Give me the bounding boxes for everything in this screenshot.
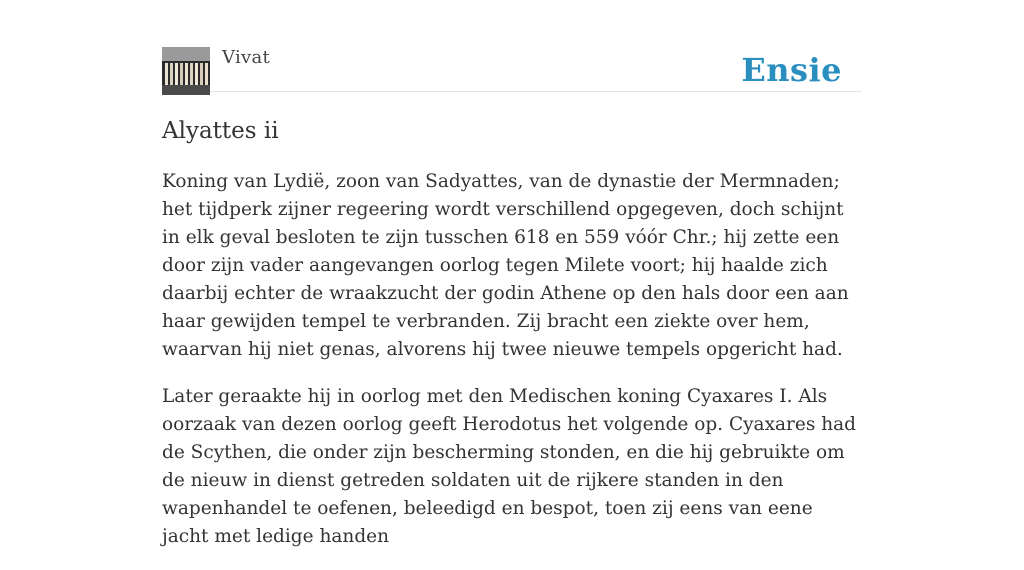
brand-logo[interactable]: Ensie [741,51,842,89]
content-column [162,0,862,547]
paragraph: Later geraakte hij in oorlog met den Medischen koning Cyaxares I. Als oorzaak van dezen oorlog geeft Herodotus het volgende op. Cyaxares had de Scythen, die onder zijn bescherming stonden, en die hij gebruikte om de nieuw in dienst getreden soldaten uit de rijkere standen in den wapenhandel te oefenen, beleedigd en bespot, toen zij eens van eene jacht met ledige handen [162,386,856,547]
author-name[interactable]: Vivat [222,47,271,68]
avatar[interactable] [162,47,210,95]
header [162,0,862,92]
article-title: Alyattes ii [162,118,279,144]
paragraph: Koning van Lydië, zoon van Sadyattes, van de dynastie der Mermnaden; het tijdperk zijner regeering wordt verschillend opgegeven, doch schijnt in elk geval besloten te zijn tusschen 618 en 559 vóór Chr.; hij zette een door zijn vader aangevangen oorlog tegen Milete voort; hij haalde zich daarbij echter de wraakzucht der godin Athene op den hals door een aan haar gewijden tempel te verbranden. Zij bracht een ziekte over hem, waarvan hij niet genas, alvorens hij twee nieuwe tempels opgericht had. [162,171,849,360]
article-body [162,168,862,570]
book-spines-icon [162,47,210,95]
